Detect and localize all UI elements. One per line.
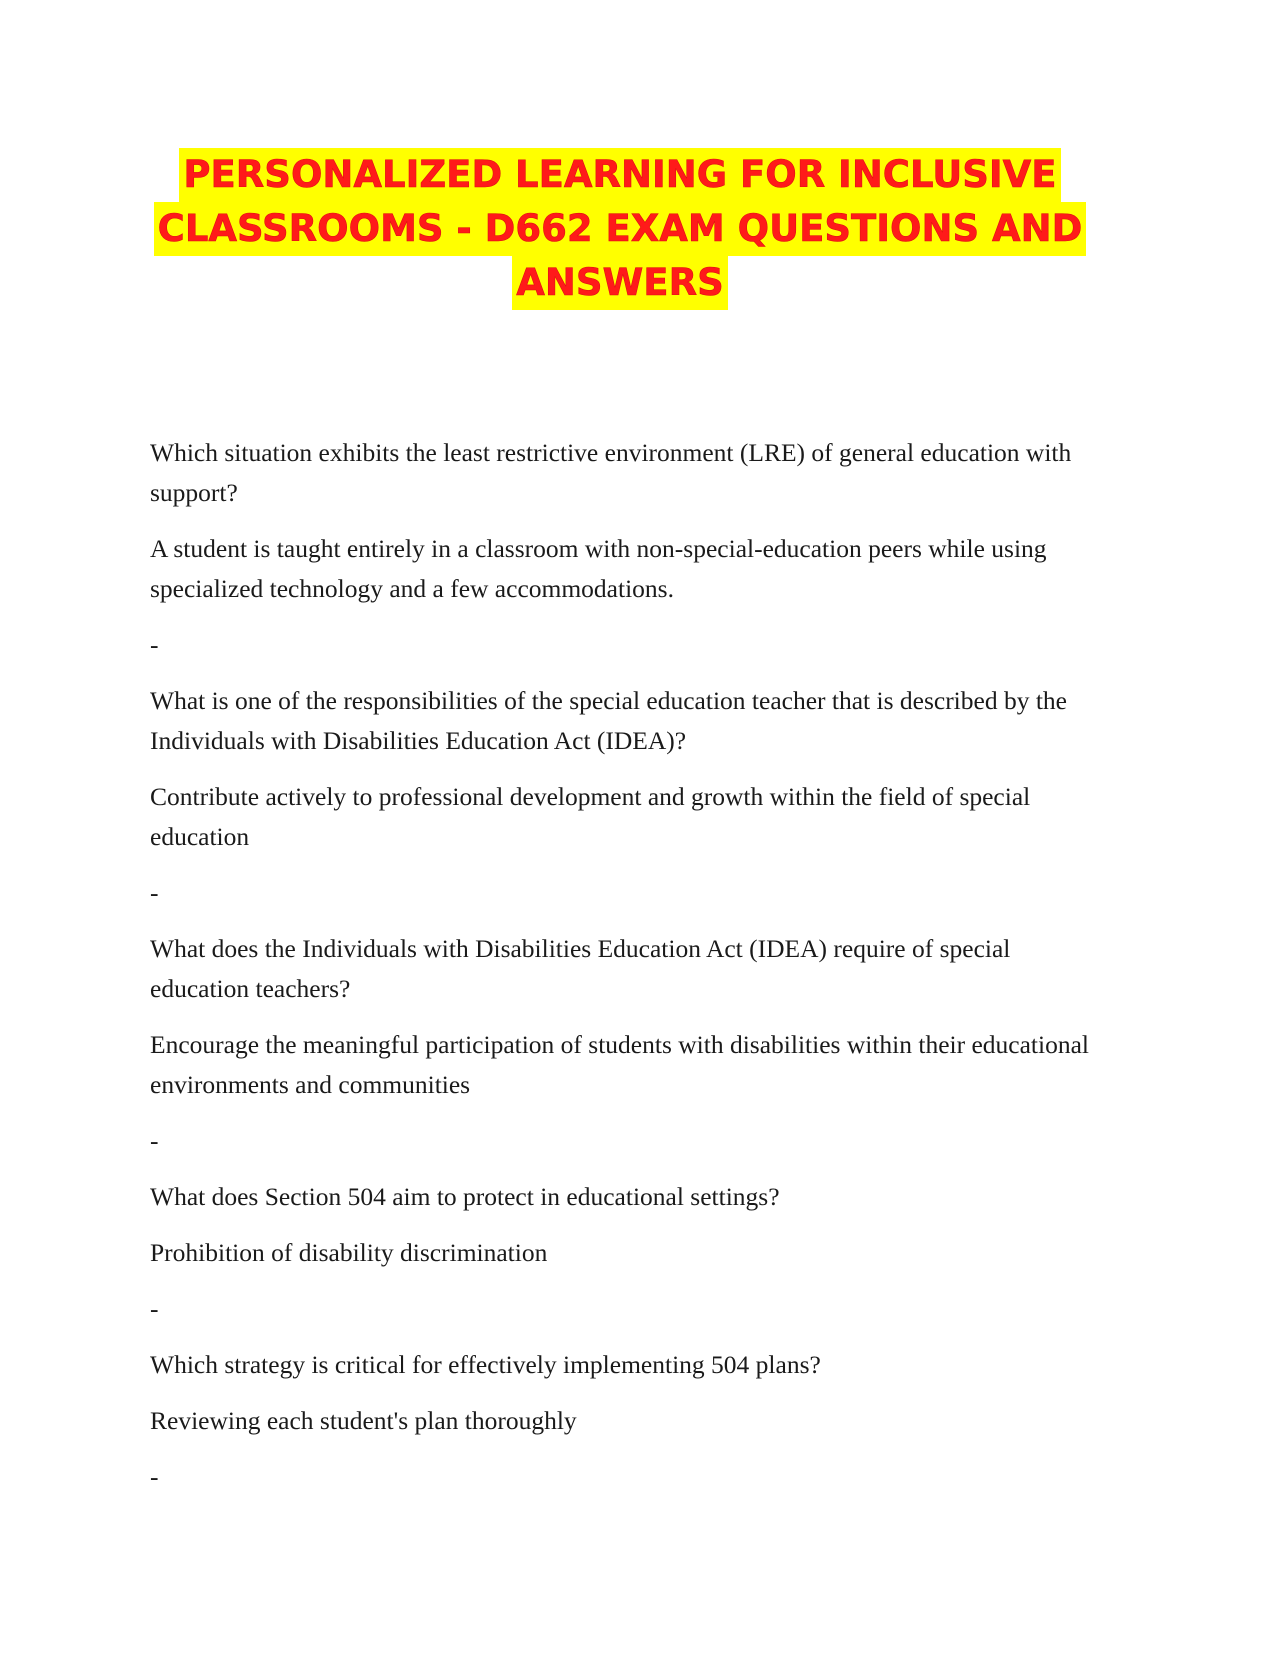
qa-list — [150, 433, 1100, 1513]
separator-dash: - — [150, 630, 159, 659]
answer-text: Contribute actively to professional development and growth within the field of special education — [150, 782, 1031, 851]
separator-dash: - — [150, 1294, 159, 1323]
title-line-1: PERSONALIZED LEARNING FOR INCLUSIVE — [179, 148, 1060, 202]
question-text: What is one of the responsibilities of the special education teacher that is described by the Individuals with Disabilities Education Act (IDEA)? — [150, 686, 1067, 755]
separator-dash: - — [150, 878, 159, 907]
question-text: Which situation exhibits the least restrictive environment (LRE) of general education with support? — [150, 438, 1072, 507]
qa-item — [150, 433, 1100, 665]
separator-dash: - — [150, 1126, 159, 1155]
question-text: Which strategy is critical for effectively implementing 504 plans? — [150, 1350, 821, 1379]
document-title — [120, 148, 1120, 310]
answer-text: Encourage the meaningful participation of students with disabilities within their educational environments and communities — [150, 1030, 1090, 1099]
title-line-3: ANSWERS — [512, 256, 727, 310]
answer-text: Reviewing each student's plan thoroughly — [150, 1406, 577, 1435]
answer-text: A student is taught entirely in a classroom with non-special-education peers while using specialized technology and a few accommodations. — [150, 534, 1047, 603]
qa-item — [150, 1345, 1100, 1497]
question-text: What does Section 504 aim to protect in educational settings? — [150, 1182, 780, 1211]
answer-text: Prohibition of disability discrimination — [150, 1238, 548, 1267]
qa-item — [150, 681, 1100, 913]
qa-item — [150, 929, 1100, 1161]
question-text: What does the Individuals with Disabilities Education Act (IDEA) require of special education teachers? — [150, 934, 1011, 1003]
separator-dash: - — [150, 1462, 159, 1491]
qa-item — [150, 1177, 1100, 1329]
title-line-2: CLASSROOMS - D662 EXAM QUESTIONS AND — [154, 202, 1087, 256]
